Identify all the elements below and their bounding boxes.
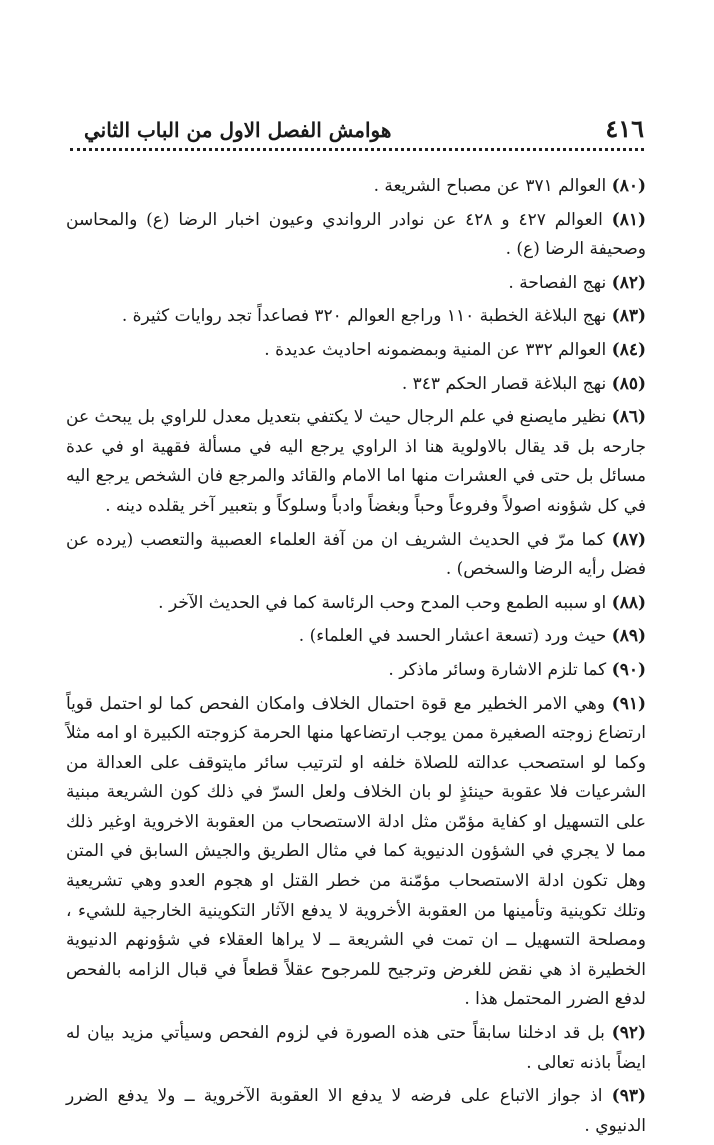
- footnote-text: كما مرّ في الحديث الشريف ان من آفة العلماء العصبية والتعصب (يرده عن فضل رأيه الرضا والسخص) .: [66, 529, 646, 580]
- footnote-number: (٨٥): [611, 373, 646, 394]
- page-number: ٤١٦: [605, 114, 644, 143]
- footnote: [66, 1082, 646, 1141]
- footnote-number: (٩٠): [611, 659, 646, 680]
- footnote-text: العوالم ٣٧١ عن مصباح الشريعة .: [373, 176, 607, 196]
- footnote-number: (٨٨): [611, 592, 646, 613]
- footnote-number: (٨٦): [611, 407, 646, 428]
- footnote-number: (٩١): [611, 693, 646, 714]
- footnote-text: نهج الفصاحة .: [508, 272, 607, 293]
- footnote: [66, 269, 646, 299]
- footnote: [66, 526, 646, 585]
- header-divider: [70, 148, 644, 151]
- footnotes-list: [66, 172, 646, 1145]
- footnote-text: نظير مايصنع في علم الرجال حيث لا يكتفي بتعديل معدل للراوي بل يبحث عن جارحه بل قد يقال بالاولوية هنا اذ الراوي يرجع اليه في مسألة فقهية او في عدة مسائل بل حتى في العشرات منها اما الامام والقائد والمرجع فان الشخص يرجع اليه في كل شؤونه اصولاً وفروعاً وحباً وبغضاً وادباً وسلوكاً و بتعبير آخر يقلده دينه .: [66, 407, 646, 516]
- footnote-text: العوالم ٤٢٧ و ٤٢٨ عن نوادر الرواندي وعيون اخبار الرضا (ع) والمحاسن وصحيفة الرضا (ع) .: [66, 209, 646, 260]
- footnote-text: اذ جواز الاتباع على فرضه لا يدفع الا العقوبة الآخروية ــ ولا يدفع الضرر الدنيوي .: [66, 1086, 646, 1136]
- footnote-number: (٩٢): [611, 1023, 647, 1044]
- running-title: هوامش الفصل الاول من الباب الثاني: [84, 118, 392, 142]
- footnote-text: او سببه الطمع وحب المدح وحب الرئاسة كما في الحديث الآخر .: [158, 592, 607, 613]
- footnote: [66, 1019, 646, 1078]
- footnote: [66, 403, 646, 521]
- footnote: [66, 622, 646, 652]
- footnote-number: (٨٩): [611, 626, 646, 647]
- footnote-number: (٨٧): [611, 529, 646, 550]
- footnote: [66, 370, 646, 400]
- footnote: [66, 336, 646, 366]
- footnote-number: (٨٠): [611, 176, 646, 196]
- footnote-number: (٨٣): [611, 306, 646, 327]
- footnote-number: (٨٢): [611, 272, 646, 293]
- footnote: [66, 690, 646, 1016]
- footnote-text: كما تلزم الاشارة وسائر ماذكر .: [388, 659, 607, 680]
- footnote: [66, 656, 646, 686]
- footnote-number: (٨٤): [611, 339, 646, 360]
- footnote: [66, 302, 646, 332]
- footnote-number: (٨١): [611, 209, 647, 230]
- footnote: [66, 206, 646, 265]
- footnote-text: العوالم ٣٣٢ عن المنية وبمضمونه احاديث عديدة .: [264, 339, 607, 360]
- footnote-text: وهي الامر الخطير مع قوة احتمال الخلاف وامكان الفحص كما لو احتمل قوياً ارتضاع زوجته الصغيرة ممن يوجب ارتضاعها منها الحرمة كزوجته الكبيرة او امه مثلاً وكما لو استصحب عدالته للصلاة خلفه او لترتيب سائر مايتوقف على العدالة من الشرعيات فلا عقوبة حينئذٍ لو بان الخلاف ولعل السرّ في ذلك كون الشريعة مبنية على التسهيل او كفاية مؤمّن مثل ادلة الاستصحاب من العقوبة الاخروية اوغير ذلك مما لا يجري في الشؤون الدنيوية كما في مثال الطريق والجيش السابق في المتن وهل تكون ادلة الاستصحاب مؤمّنة من خطر القتل او هجوم العدو وهي تشريعية وتلك تكوينية وتأمينها من العقوبة الأخروية لا يدفع الآثار التكوينية الخارجية للشيء ، ومصلحة التسهيل ــ ان تمت في الشريعة ــ لا يراها العقلاء في شؤونهم الدنيوية الخطيرة اذ هي نقض للغرض وترجيح للمرجوح عقلاً قطعاً في قبال الزامه بالفحص لدفع الضرر المحتمل هذا .: [66, 693, 646, 1010]
- footnote-text: نهج البلاغة الخطبة ١١٠ وراجع العوالم ٣٢٠ فصاعداً تجد روايات كثيرة .: [121, 306, 607, 327]
- footnote: [66, 589, 646, 619]
- footnote-text: نهج البلاغة قصار الحكم ٣٤٣ .: [401, 373, 607, 394]
- footnote-text: حيث ورد (تسعة اعشار الحسد في العلماء) .: [298, 626, 607, 647]
- page-header: [70, 112, 644, 146]
- footnote-number: (٩٣): [611, 1086, 647, 1107]
- footnote-text: بل قد ادخلنا سابقاً حتى هذه الصورة في لزوم الفحص وسيأتي مزيد بيان له ايضاً باذنه تعالى .: [66, 1023, 646, 1073]
- footnote: [66, 172, 646, 202]
